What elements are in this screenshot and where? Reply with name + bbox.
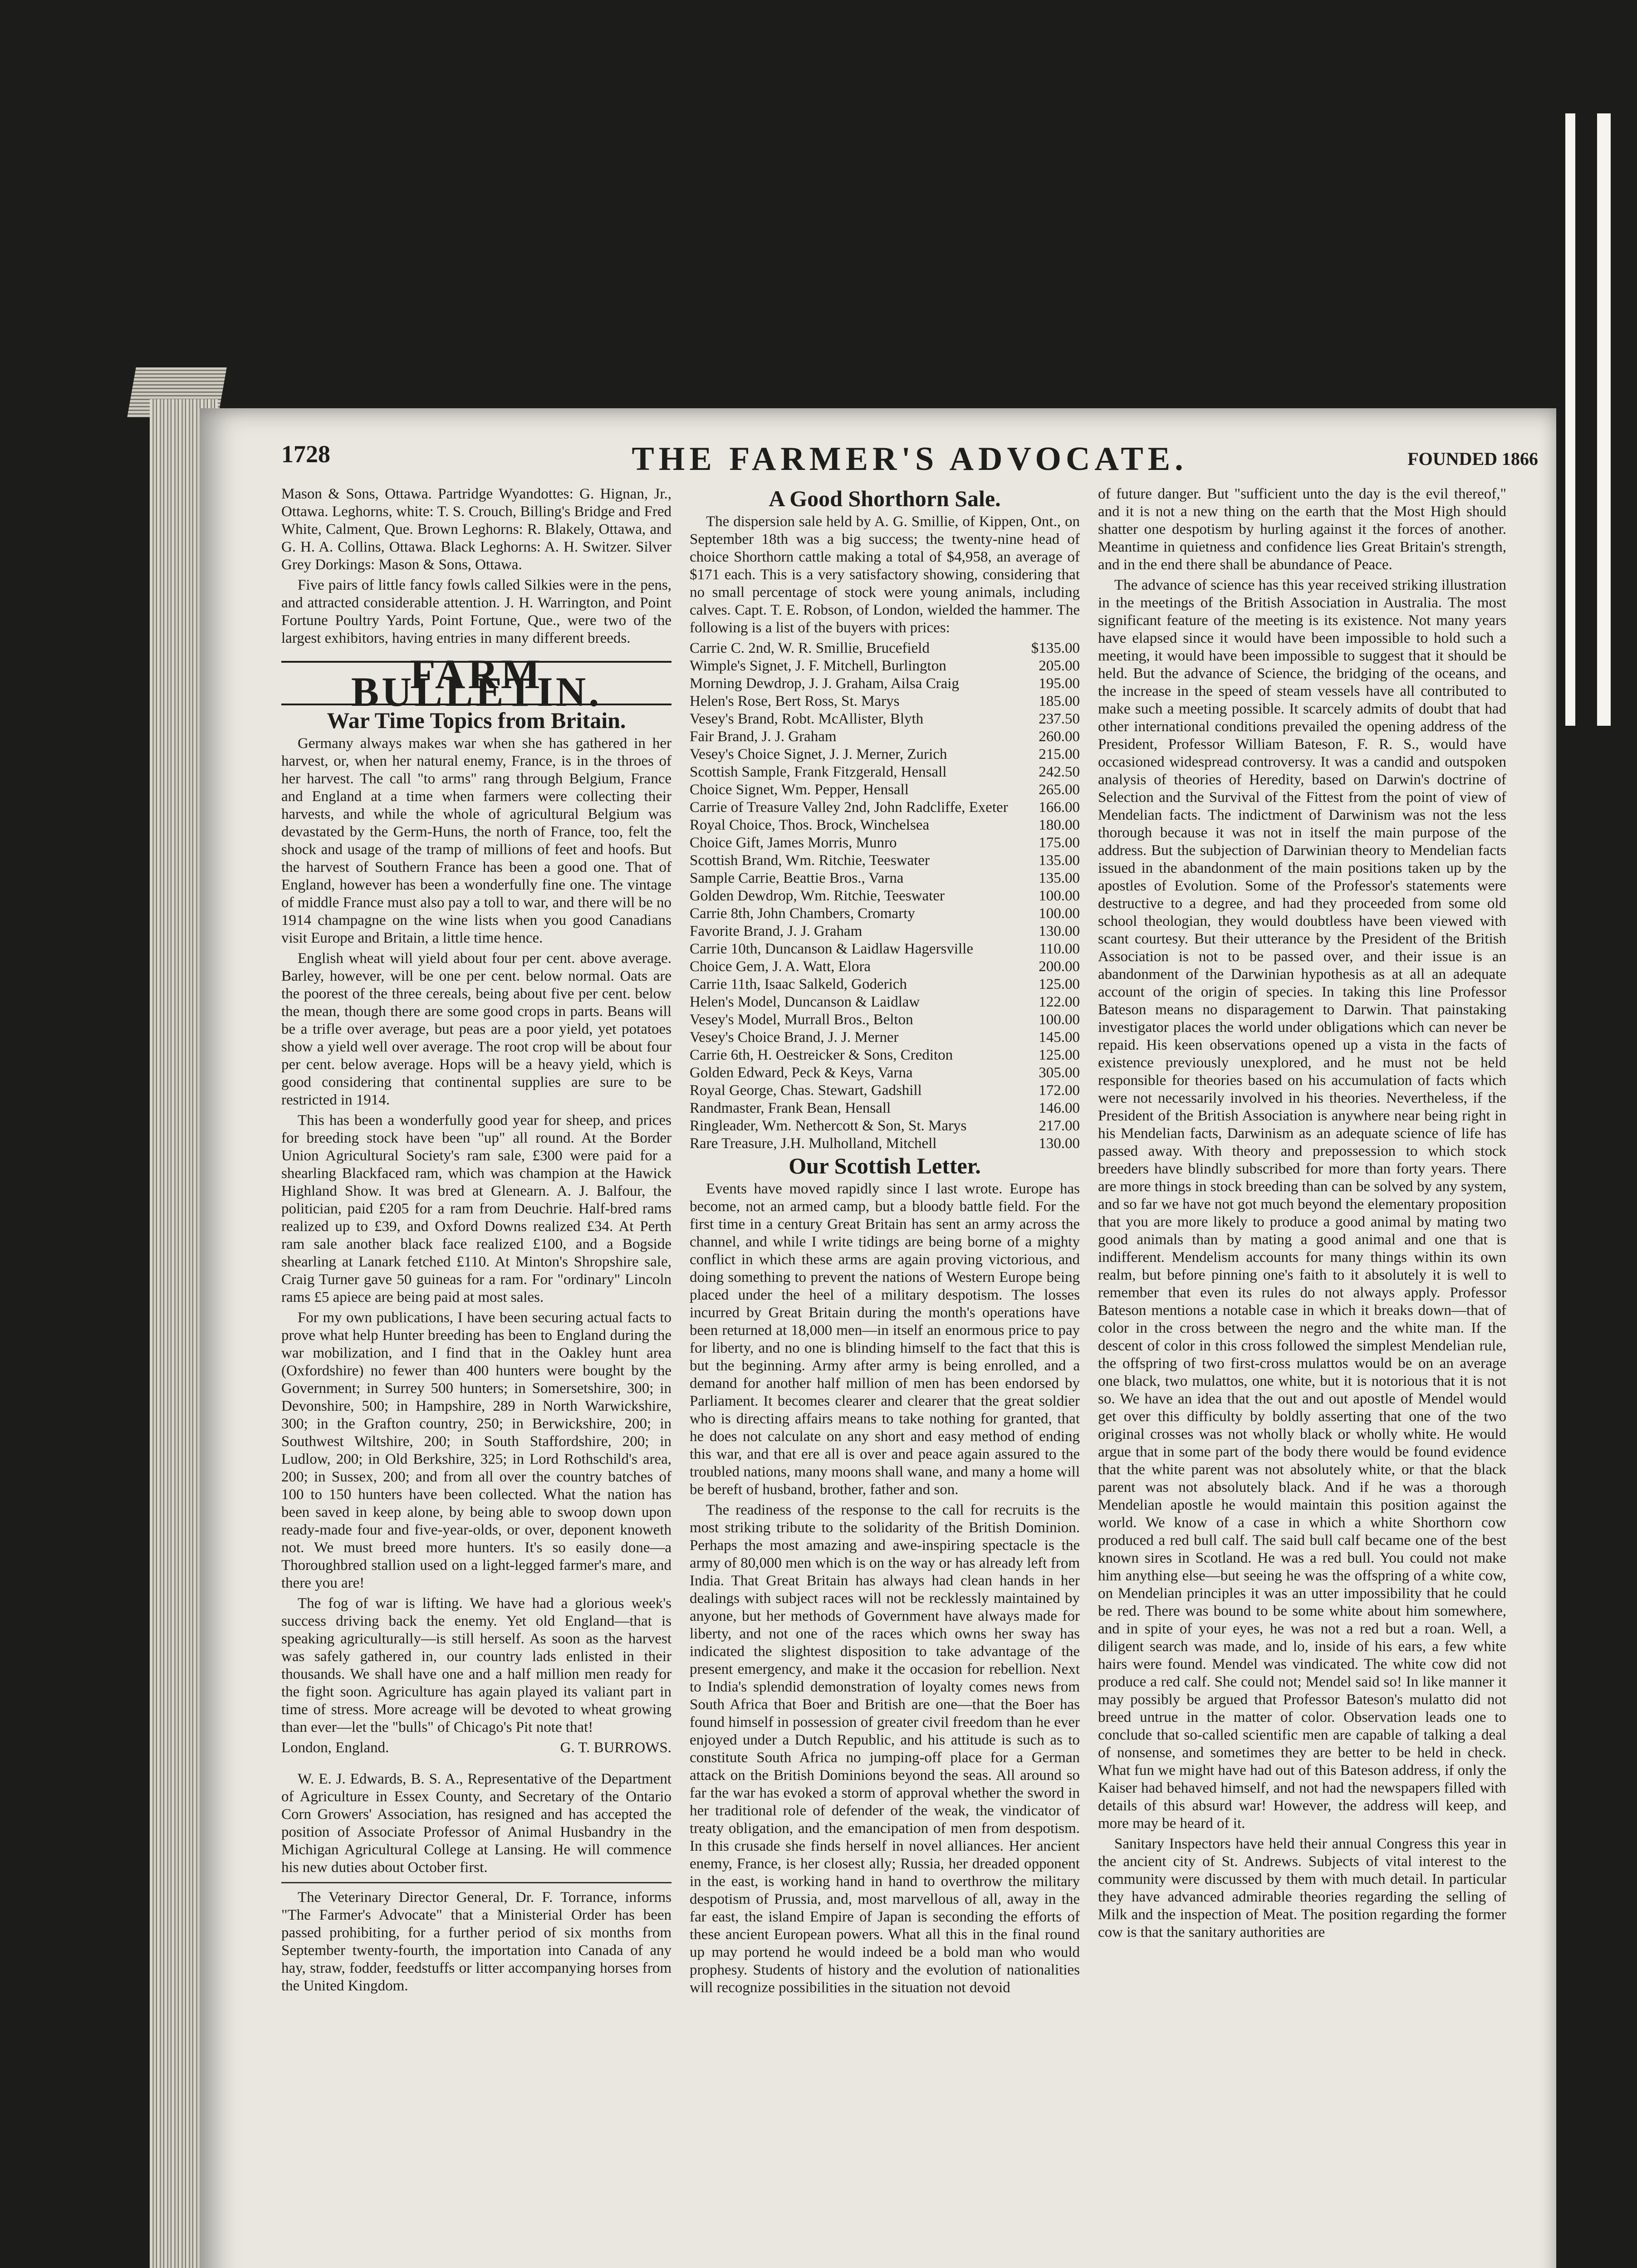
buyer-entry: Carrie C. 2nd, W. R. Smillie, Brucefield: [690, 640, 930, 656]
buyer-row: [690, 640, 1080, 657]
buyer-row: [690, 728, 1080, 746]
article-paragraph: of future danger. But "sufficient unto the day is the evil thereof," and it is not a new thing on the earth that the Most High should shatter one despotism by hurling against it the forces of another. Meantime in quietness and confidence lies Great Britain's strength, and in the end there shall be abundance of Peace.: [1098, 486, 1506, 573]
buyer-price: 195.00: [1039, 675, 1080, 692]
article-paragraph: The fog of war is lifting. We have had a glorious week's success driving back the enemy. Yet old England—that is speaking agriculturally—is still herself. As soon as the harvest was safely gathered in, our country lads enlisted in their thousands. We shall have one and a half million men ready for the fight soon. Agriculture has again played its valiant part in time of stress. More acreage will be devoted to wheat growing than ever—let the "bulls" of Chicago's Pit note that!: [281, 1595, 671, 1735]
buyer-row: [690, 1100, 1080, 1117]
column-2: [690, 485, 1080, 1999]
buyer-row: [690, 887, 1080, 905]
buyer-entry: Carrie of Treasure Valley 2nd, John Radcliffe, Exeter: [690, 799, 1008, 816]
buyer-price: 146.00: [1039, 1100, 1080, 1116]
buyer-entry: Golden Dewdrop, Wm. Ritchie, Teeswater: [690, 888, 945, 904]
column-3: [1098, 485, 1506, 1944]
buyer-price: 145.00: [1039, 1029, 1080, 1046]
buyer-price: 242.50: [1039, 764, 1080, 780]
buyer-entry: Wimple's Signet, J. F. Mitchell, Burlington: [690, 658, 946, 674]
buyer-price: 100.00: [1039, 888, 1080, 904]
buyer-row: [690, 834, 1080, 852]
edwards-notice: W. E. J. Edwards, B. S. A., Representative of the Department of Agriculture in Essex County, and Secretary of the Ontario Corn Growers' Association, has resigned and has accepted the position of Associate Professor of Animal Husbandry in the Michigan Agricultural College at Lansing. He will commence his new duties about October first.: [281, 1771, 671, 1876]
buyer-row: [690, 852, 1080, 870]
buyer-row: [690, 1082, 1080, 1100]
buyer-entry: Golden Edward, Peck & Keys, Varna: [690, 1065, 913, 1081]
article-paragraph: Events have moved rapidly since I last wrote. Europe has become, not an armed camp, but a bloody battle field. For the first time in a century Great Britain has sent an army across the channel, and while I write tidings are being borne of a mighty conflict in which these arms are again proving victorious, and doing something to prevent the nations of Western Europe being placed under the heel of a military despotism. The losses incurred by Great Britain during the month's operations have been returned at 18,000 men—in itself an enormous price to pay for liberty, and no one is blinding himself to the fact that this is but the beginning. Army after army is being enrolled, and a demand for another half million of men has been endorsed by Parliament. It becomes clearer and clearer that the great soldier who is directing affairs means to take nothing for granted, that he does not calculate on any short and easy method of ending this war, and that ere all is over and peace again assured to the troubled nations, many moons shall wane, and many a home will be bereft of husband, brother, father and son.: [690, 1181, 1080, 1498]
buyer-entry: Vesey's Brand, Robt. McAllister, Blyth: [690, 711, 924, 727]
buyer-price: 175.00: [1039, 835, 1080, 851]
scan-bar-2: [1597, 113, 1611, 726]
buyer-row: [690, 675, 1080, 693]
article-paragraph: The readiness of the response to the call for recruits is the most striking tribute to the solidarity of the British Dominion. Perhaps the most amazing and awe-inspiring spectacle is the army of 80,000 men which is on the way or has already left from India. That Great Britain has always had clean hands in her dealings with subject races will not be recklessly maintained by anyone, but her methods of Government have always made for liberty, and not one of the races which owns her sway has indicated the slightest disposition to take advantage of the present emergency, and make it the occasion for rebellion. Next to India's splendid demonstration of loyalty comes news from South Africa that Boer and British are one—that the Boer has found himself in possession of greater civil freedom than he ever enjoyed under a Dutch Republic, and his attitude is such as to constitute South Africa no jumping-off place for a German attack on the British Dominions beyond the seas. All around so far the war has evoked a storm of approval whether the sword in her traditional role of defender of the weak, the vindicator of treaty obligation, and the emancipation of men from despotism. In this crusade she finds herself in novel alliances. Her ancient enemy, France, is her closest ally; Russia, her dreaded opponent in the east, is working hand in hand to overthrow the military despotism of Prussia, and, most marvellous of all, away in the far east, the island Empire of Japan is seconding the efforts of these ancient European powers. What all this in the final round up may portend he would indeed be a bold man who would prophesy. Students of history and the evolution of nationalities will recognize possibilities in the situation not devoid: [690, 1502, 1080, 1996]
buyer-entry: Carrie 10th, Duncanson & Laidlaw Hagersville: [690, 941, 973, 957]
buyer-entry: Helen's Rose, Bert Ross, St. Marys: [690, 693, 900, 709]
buyer-row: [690, 905, 1080, 923]
buyer-price: 135.00: [1039, 852, 1080, 869]
shorthorn-sale-heading: A Good Shorthorn Sale.: [769, 486, 1001, 511]
buyer-entry: Fair Brand, J. J. Graham: [690, 728, 837, 745]
column-1: [281, 485, 671, 1998]
buyer-entry: Carrie 8th, John Chambers, Cromarty: [690, 905, 915, 922]
buyer-row: [690, 1029, 1080, 1046]
buyer-row: [690, 1135, 1080, 1153]
buyer-row: [690, 781, 1080, 799]
buyer-row: [690, 1064, 1080, 1082]
buyer-price: 122.00: [1039, 994, 1080, 1010]
buyers-list: [690, 640, 1080, 1153]
buyer-row: [690, 746, 1080, 763]
buyer-price: 265.00: [1039, 782, 1080, 798]
buyer-row: [690, 993, 1080, 1011]
farm-bulletin-banner: FARM BULLETIN.: [281, 661, 671, 705]
buyer-row: [690, 799, 1080, 816]
signature-name: G. T. BURROWS.: [560, 1740, 671, 1756]
sale-intro: The dispersion sale held by A. G. Smillie, of Kippen, Ont., on September 18th was a big success; the twenty-nine head of choice Shorthorn cattle making a total of $4,958, an average of $171 each. This is a very satisfactory showing, considering that no small percentage of stock were young animals, including calves. Capt. T. E. Robson, of London, wielded the hammer. The following is a list of the buyers with prices:: [690, 513, 1080, 636]
buyer-price: 130.00: [1039, 1135, 1080, 1152]
buyer-entry: Vesey's Model, Murrall Bros., Belton: [690, 1012, 913, 1028]
buyer-price: 125.00: [1039, 976, 1080, 992]
buyer-price: $135.00: [1031, 640, 1080, 656]
buyer-entry: Morning Dewdrop, J. J. Graham, Ailsa Craig: [690, 675, 959, 692]
divider: [281, 1882, 671, 1883]
buyer-price: 100.00: [1039, 905, 1080, 922]
buyer-entry: Carrie 11th, Isaac Salkeld, Goderich: [690, 976, 907, 992]
buyer-row: [690, 1011, 1080, 1029]
buyer-price: 135.00: [1039, 870, 1080, 886]
buyer-entry: Choice Gift, James Morris, Munro: [690, 835, 897, 851]
page-number: 1728: [281, 440, 330, 468]
buyer-row: [690, 870, 1080, 887]
article-paragraph: The advance of science has this year received striking illustration in the meetings of the British Association in Australia. The most significant feature of the meeting is its existence. Not many years have elapsed since it would have been impossible to hold such a meeting, it would have been impossible to suggest that it should be held. But the advance of Science, the bridging of the oceans, and the increase in the speed of steam vessels have all contributed to make such a meeting possible. It scarcely admits of doubt that had other international conditions prevailed the opening address of the President, Professor William Bateson, F. R. S., would have occasioned widespread controversy. It was a candid and outspoken analysis of theories of Heredity, based on Darwin's doctrine of Selection and the Survival of the Fittest from the point of view of Mendelian facts. The indictment of Darwinism was not the less thorough because it was not in itself the main purpose of the address. But the subjection of Darwinian theory to Mendelian facts issued in the abandonment of the main positions taken up by the apostles of Evolution. Some of the Professor's statements were destructive to a degree, and had they proceeded from some old school theologian, they would doubtless have been viewed with scant courtesy. But their utterance by the President of the British Association is not to be passed over, and their issue is an abandonment of the Darwinian hypothesis as at all an adequate account of the origin of species. In taking this line Professor Bateson means no disparagement to Darwin. That painstaking investigator places the world under obligations which can never be repaid. His keen observations opened up a vista in the facts of existence previously unexplored, and he must not be held responsible for theories based on his accumulation of facts which were not necessarily involved in his theories. Nevertheless, if the President of the British Association is anywhere near being right in his Mendelian facts, Darwinism as an adequate science of life has passed away. With theory and prepossession to which stock breeders have blindly subscribed for more than forty years. There are more things in stock breeding than can be solved by any system, and so far we have not got much beyond the elementary proposition that you are more likely to produce a good animal by mating two good animals than by mating a good animal and one that is indifferent. Mendelism accounts for many things within its own realm, but before pinning one's faith to it absolutely it is well to remember that even its rules do not always apply. Professor Bateson mentions a notable case in which it breaks down—that of color in the cross between the negro and the white man. If the descent of color in this cross followed the simplest Mendelian rule, the offspring of two first-cross mulattos would be on an average one black, two mulattos, one white, but it is notorious that it is not so. We have an idea that the out and out apostle of Mendel would get over this difficulty by boldly asserting that one of the two original crosses was not wholly black or wholly white. He would argue that in some part of the body there would be found evidence that the white parent was not absolutely white, or that the black parent was not absolutely black. And if he was a thorough Mendelian apostle he would maintain this position against the world. We know of a case in which a white Shorthorn cow produced a red bull calf. The said bull calf became one of the best known sires in Scotland. He was a red bull. You could not make him anything else—but seeing he was the offspring of a white cow, on Mendelian principles it was an utter impossibility that he could be red. There was bound to be some white about him somewhere, and in spite of your eyes, he was not a red but a roan. Well, a diligent search was made, and lo, inside of his ears, a few white hairs were found. Mendel was vindicated. The white cow did not produce a red calf. She could not; Mendel said so! In like manner it may possibly be argued that Professor Bateson's mulatto did not breed untrue in the matter of color. Observation leads one to conclude that so-called scientific men are capable of talking a deal of nonsense, and sometimes they are better to be held in check. What fun we might have had out of this Bateson address, if only the Kaiser had behaved himself, and not had the newspapers filled with details of this absurd war! However, the address will keep, and more may be heard of it.: [1098, 577, 1506, 1832]
buyer-entry: Royal George, Chas. Stewart, Gadshill: [690, 1082, 922, 1099]
veterinary-notice: The Veterinary Director General, Dr. F. Torrance, informs "The Farmer's Advocate" that a Ministerial Order has been passed prohibiting, for a further period of six months from September twenty-fourth, the importation into Canada of any hay, straw, fodder, feedstuffs or litter accompanying horses from the United Kingdom.: [281, 1889, 671, 1994]
article-paragraph: For my own publications, I have been securing actual facts to prove what help Hunter breeding has been to England during the war mobilization, and I find that in the Oakley hunt area (Oxfordshire) no fewer than 400 hunters were bought by the Government; in Surrey 500 hunters; in Somersetshire, 300; in Devonshire, 500; in Hampshire, 289 in North Warwickshire, 300; in the Grafton country, 250; in Berwickshire, 200; in Southwest Wiltshire, 200; in South Staffordshire, 200; in Ludlow, 200; in Old Berkshire, 325; in Lord Rothschild's area, 200; in Sussex, 200; and from all over the country batches of 100 to 150 hunters have been collected. What the nation has been saved in keep alone, by being able to swoop down upon ready-made four and five-year-olds, or over, deponent knoweth not. We must breed more hunters. It's so easily done—a Thoroughbred stallion used on a light-legged farmer's mare, and there you are!: [281, 1310, 671, 1591]
buyer-entry: Rare Treasure, J.H. Mulholland, Mitchell: [690, 1135, 937, 1152]
buyer-price: 125.00: [1039, 1047, 1080, 1063]
buyer-price: 217.00: [1039, 1118, 1080, 1134]
buyer-entry: Carrie 6th, H. Oestreicker & Sons, Crediton: [690, 1047, 953, 1063]
war-time-heading: War Time Topics from Britain.: [327, 708, 626, 733]
scottish-letter-heading: Our Scottish Letter.: [789, 1153, 981, 1178]
buyer-entry: Helen's Model, Duncanson & Laidlaw: [690, 994, 920, 1010]
buyer-entry: Favorite Brand, J. J. Graham: [690, 923, 863, 939]
buyer-row: [690, 958, 1080, 976]
scan-bar-1: [1565, 113, 1575, 726]
article-paragraph: Germany always makes war when she has gathered in her harvest, or, when her natural enemy, France, is in the throes of her harvest. The call "to arms" rang through Belgium, France and England at a time when farmers were collecting their harvests, and while the whole of agricultural Belgium was devastated by the Germ-Huns, the north of France, too, felt the shock and usage of the tramp of millions of feet and hoofs. But the harvest of Southern France has been a good one. That of England, however has been a wonderfully fine one. The vintage of middle France must also pay a toll to war, and there will be no 1914 champagne on the wine lists when you good Canadians visit Europe and Britain, a little time hence.: [281, 735, 671, 946]
buyer-row: [690, 940, 1080, 958]
article-paragraph: Sanitary Inspectors have held their annual Congress this year in the ancient city of St. Andrews. Subjects of vital interest to the community were discussed by them with much detail. In particular they have advanced admirable theories regarding the selling of Milk and the inspection of Meat. The position regarding the former cow is that the sanitary authorities are: [1098, 1836, 1506, 1941]
buyer-price: 215.00: [1039, 746, 1080, 763]
buyer-price: 200.00: [1039, 958, 1080, 975]
buyer-entry: Choice Gem, J. A. Watt, Elora: [690, 958, 871, 975]
buyer-entry: Royal Choice, Thos. Brock, Winchelsea: [690, 817, 930, 833]
signature-place: London, England.: [281, 1740, 389, 1756]
buyer-price: 100.00: [1039, 1012, 1080, 1028]
poultry-paragraph: Five pairs of little fancy fowls called Silkies were in the pens, and attracted considerable attention. J. H. Warrington, and Point Fortune Poultry Yards, Point Fortune, Que., were two of the largest exhibitors, having entries in many different breeds.: [281, 577, 671, 646]
article-paragraph: This has been a wonderfully good year for sheep, and prices for breeding stock have been "up" all round. At the Border Union Agricultural Society's ram sale, £300 were paid for a shearling Blackfaced ram, which was champion at the Hawick Highland Show. It was bred at Glenearn. A. J. Balfour, the politician, paid £205 for a ram from Deuchrie. Half-bred rams realized up to £39, and Oxford Downs realized £34. At Perth ram sale another black face realized £100, and a Bogside shearling at Lanark fetched £110. At Minton's Shropshire sale, Craig Turner gave 50 guineas for a ram. For "ordinary" Lincoln rams £5 apiece are being paid at most sales.: [281, 1112, 671, 1305]
buyer-entry: Scottish Sample, Frank Fitzgerald, Hensall: [690, 764, 947, 780]
buyer-price: 305.00: [1039, 1065, 1080, 1081]
buyer-row: [690, 923, 1080, 940]
buyer-row: [690, 1046, 1080, 1064]
buyer-price: 130.00: [1039, 923, 1080, 939]
buyer-price: 260.00: [1039, 728, 1080, 745]
buyer-row: [690, 816, 1080, 834]
buyer-row: [690, 1117, 1080, 1135]
buyer-price: 185.00: [1039, 693, 1080, 709]
buyer-price: 110.00: [1039, 941, 1080, 957]
buyer-entry: Randmaster, Frank Bean, Hensall: [690, 1100, 891, 1116]
buyer-entry: Choice Signet, Wm. Pepper, Hensall: [690, 782, 909, 798]
buyer-entry: Vesey's Choice Signet, J. J. Merner, Zurich: [690, 746, 947, 763]
buyer-entry: Vesey's Choice Brand, J. J. Merner: [690, 1029, 899, 1046]
buyer-price: 237.50: [1039, 711, 1080, 727]
buyer-entry: Ringleader, Wm. Nethercott & Son, St. Marys: [690, 1118, 967, 1134]
founded-label: FOUNDED 1866: [1407, 449, 1538, 469]
buyer-price: 180.00: [1039, 817, 1080, 833]
buyer-price: 166.00: [1039, 799, 1080, 816]
buyer-entry: Sample Carrie, Beattie Bros., Varna: [690, 870, 904, 886]
buyer-row: [690, 763, 1080, 781]
signature: [281, 1739, 671, 1757]
buyer-row: [690, 693, 1080, 710]
buyer-entry: Scottish Brand, Wm. Ritchie, Teeswater: [690, 852, 930, 869]
buyer-row: [690, 657, 1080, 675]
poultry-paragraph: Mason & Sons, Ottawa. Partridge Wyandottes: G. Hignan, Jr., Ottawa. Leghorns, white: T. S. Crouch, Billing's Bridge and Fred White, Calment, Que. Brown Leghorns: R. Blakely, Ottawa, and G. H. A. Collins, Ottawa. Black Leghorns: A. H. Switzer. Silver Grey Dorkings: Mason & Sons, Ottawa.: [281, 486, 671, 573]
buyer-price: 172.00: [1039, 1082, 1080, 1099]
buyer-row: [690, 976, 1080, 993]
buyer-price: 205.00: [1039, 658, 1080, 674]
article-paragraph: English wheat will yield about four per cent. above average. Barley, however, will be one per cent. below normal. Oats are the poorest of the three cereals, being about five per cent. below the mean, though there are some good crops in parts. Beans will be a trifle over average, but peas are a poor yield, yet potatoes show a yield well over average. The root crop will be about four per cent. below average. Hops will be a heavy yield, which is good considering that continental supplies are sure to be restricted in 1914.: [281, 950, 671, 1108]
masthead-title: THE FARMER'S ADVOCATE.: [632, 440, 1188, 478]
newspaper-page: [200, 408, 1556, 2268]
buyer-row: [690, 710, 1080, 728]
